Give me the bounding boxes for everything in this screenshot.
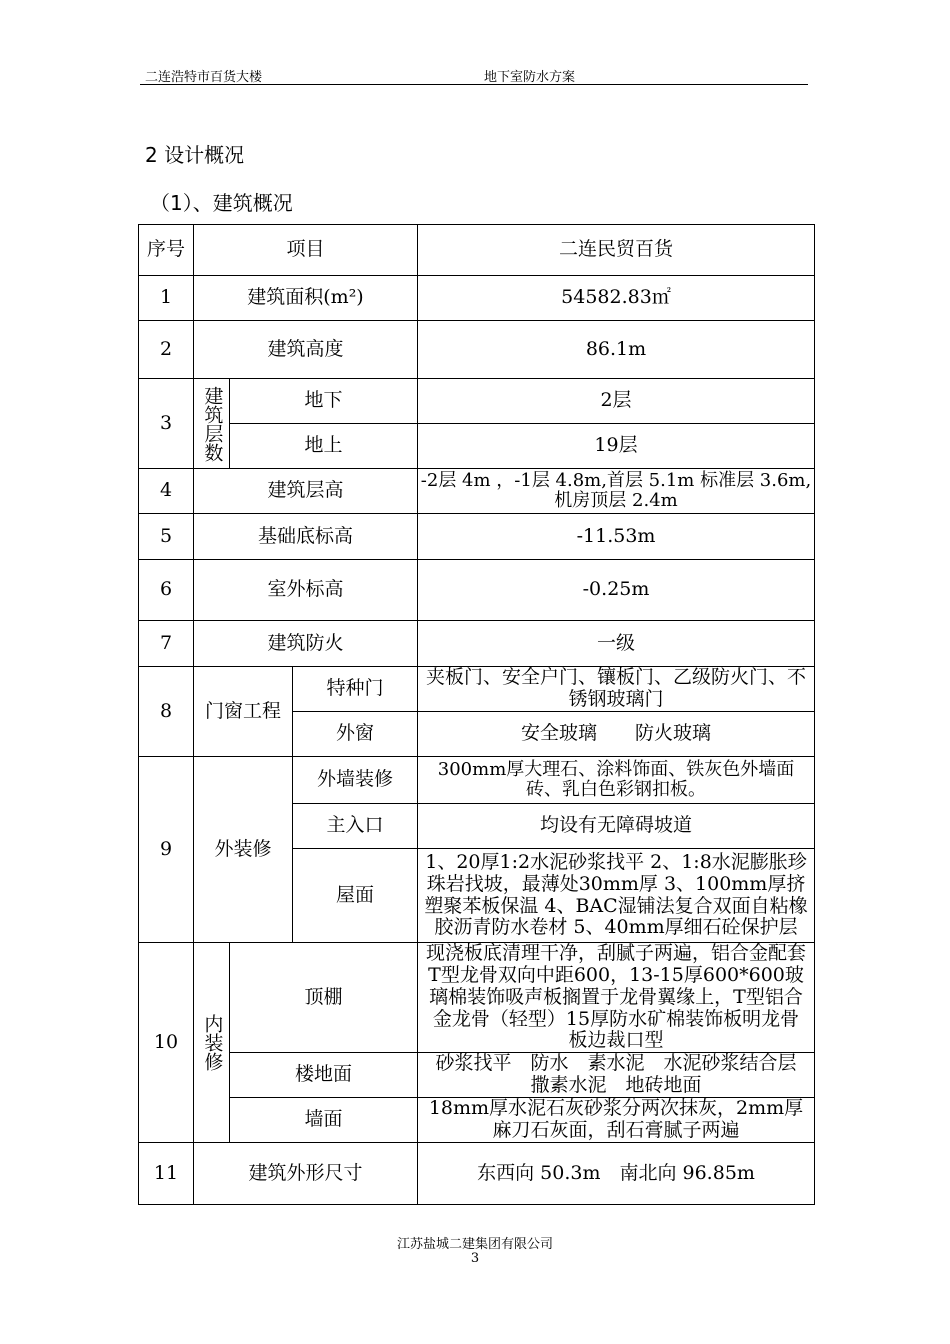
row-item: 建筑外形尺寸 — [194, 1143, 418, 1205]
sub-value-underground: 2层 — [418, 379, 815, 424]
row-no: 4 — [139, 469, 194, 514]
table-row — [139, 514, 815, 560]
row-no: 10 — [139, 943, 194, 1143]
table-header-row — [139, 225, 815, 276]
row-no: 11 — [139, 1143, 194, 1205]
row-no: 2 — [139, 321, 194, 379]
table-row — [139, 379, 815, 424]
row-item: 建筑面积(m²) — [194, 276, 418, 321]
row-no: 8 — [139, 667, 194, 757]
header-project-name: 二连浩特市百货大楼 — [145, 70, 263, 85]
row-value: 86.1m — [418, 321, 815, 379]
row-item-interior: 内装修 — [194, 943, 230, 1143]
sub-label-special-door: 特种门 — [293, 667, 418, 712]
sub-label-floor: 楼地面 — [230, 1053, 418, 1098]
row-no: 7 — [139, 621, 194, 667]
row-item: 建筑层高 — [194, 469, 418, 514]
sub-label-window: 外窗 — [293, 712, 418, 757]
table-row — [139, 1143, 815, 1205]
building-overview-table — [138, 224, 815, 1205]
sub-value-roof: 1、20厚1:2水泥砂浆找平 2、1:8水泥膨胀珍珠岩找坡，最薄处30mm厚 3、100mm厚挤塑聚苯板保温 4、BAC湿铺法复合双面自粘橡胶沥青防水卷材 5、40mm厚细石砼保护层 — [418, 849, 815, 943]
sub-label-aboveground: 地上 — [230, 424, 418, 469]
sub-value-wall: 18mm厚水泥石灰砂浆分两次抹灰，2mm厚麻刀石灰面，刮石膏腻子两遍 — [418, 1098, 815, 1143]
footer-company: 江苏盐城二建集团有限公司 — [396, 1237, 553, 1252]
table-row — [139, 621, 815, 667]
sub-value-aboveground: 19层 — [418, 424, 815, 469]
sub-label-exterior-wall: 外墙装修 — [293, 757, 418, 804]
row-no: 6 — [139, 560, 194, 621]
row-item: 建筑高度 — [194, 321, 418, 379]
sub-label-main-entrance: 主入口 — [293, 804, 418, 849]
row-no: 1 — [139, 276, 194, 321]
row-no: 9 — [139, 757, 194, 943]
sub-label-wall: 墙面 — [230, 1098, 418, 1143]
section-title: 2 设计概况 — [145, 143, 245, 167]
row-value: -11.53m — [418, 514, 815, 560]
table-row — [139, 1053, 815, 1098]
row-item: 基础底标高 — [194, 514, 418, 560]
sub-label-ceiling: 顶棚 — [230, 943, 418, 1053]
table-row — [139, 667, 815, 712]
table-row — [139, 276, 815, 321]
header-item: 项目 — [194, 225, 418, 276]
row-value: 54582.83㎡ — [418, 276, 815, 321]
sub-value-main-entrance: 均设有无障碍坡道 — [418, 804, 815, 849]
subsection-title: （1）、建筑概况 — [150, 191, 293, 215]
table-row — [139, 424, 815, 469]
table-row — [139, 757, 815, 804]
table-row — [139, 560, 815, 621]
row-item-floors: 建筑层数 — [194, 379, 230, 469]
sub-label-roof: 屋面 — [293, 849, 418, 943]
table-row — [139, 469, 815, 514]
sub-label-underground: 地下 — [230, 379, 418, 424]
page-number: 3 — [470, 1251, 480, 1266]
sub-value-special-door: 夹板门、安全户门、镶板门、乙级防火门、不锈钢玻璃门 — [418, 667, 815, 712]
table-row — [139, 943, 815, 1053]
row-item: 门窗工程 — [194, 667, 293, 757]
row-no: 5 — [139, 514, 194, 560]
header-rule — [140, 84, 808, 85]
header-value: 二连民贸百货 — [418, 225, 815, 276]
row-no: 3 — [139, 379, 194, 469]
header-document-title: 地下室防水方案 — [484, 70, 576, 85]
sub-value-window: 安全玻璃 防火玻璃 — [418, 712, 815, 757]
sub-value-exterior-wall: 300mm厚大理石、涂料饰面、铁灰色外墙面砖、乳白色彩钢扣板。 — [418, 757, 815, 804]
row-value: -0.25m — [418, 560, 815, 621]
row-item: 外装修 — [194, 757, 293, 943]
row-value: 东西向 50.3m 南北向 96.85m — [418, 1143, 815, 1205]
row-item: 建筑防火 — [194, 621, 418, 667]
sub-value-ceiling: 现浇板底清理干净，刮腻子两遍，铝合金配套T型龙骨双向中距600，13-15厚600*600玻璃棉装饰吸声板搁置于龙骨翼缘上，T型铝合金龙骨（轻型）15厚防水矿棉装饰板明龙骨板边裁口型 — [418, 943, 815, 1053]
row-value: 一级 — [418, 621, 815, 667]
table-row — [139, 1098, 815, 1143]
row-value: -2层 4m ，-1层 4.8m,首层 5.1m 标准层 3.6m,机房顶层 2.4m — [418, 469, 815, 514]
sub-value-floor: 砂浆找平 防水 素水泥 水泥砂浆结合层 撒素水泥 地砖地面 — [418, 1053, 815, 1098]
header-no: 序号 — [139, 225, 194, 276]
table-row — [139, 321, 815, 379]
row-item: 室外标高 — [194, 560, 418, 621]
